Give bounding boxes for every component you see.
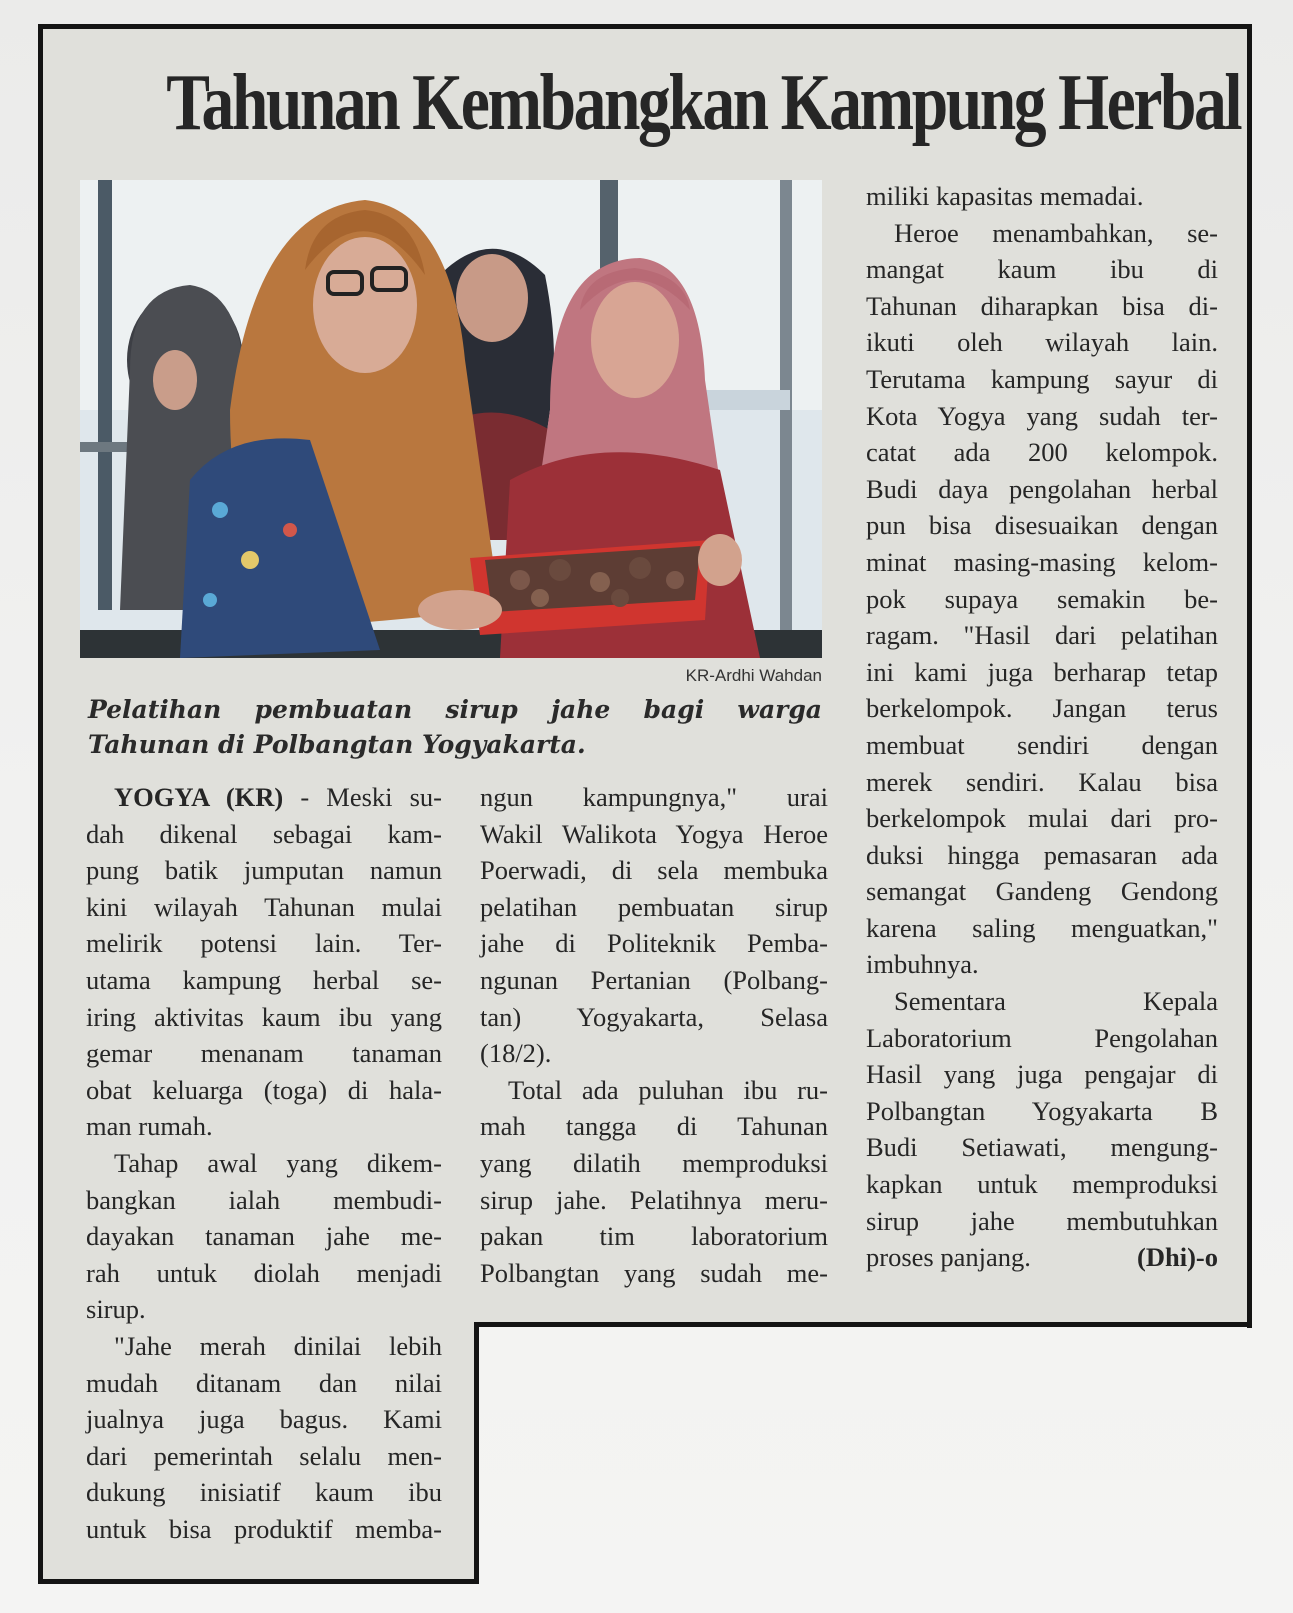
- frame-left: [38, 24, 43, 1584]
- text-line: berkelompok mulai dari pro-: [866, 803, 1218, 834]
- text-line: miliki kapasitas memadai.: [866, 181, 1144, 211]
- text-line: jahe di Politeknik Pemba-: [480, 928, 828, 959]
- text-line: ngunan Pertanian (Polbang-: [480, 964, 828, 995]
- text-line: bangkan ialah membudi-: [86, 1184, 442, 1215]
- text-line: utama kampung herbal se-: [86, 964, 442, 995]
- text-line: tan) Yogyakarta, Selasa: [480, 1001, 828, 1032]
- photo-credit: KR-Ardhi Wahdan: [685, 666, 822, 685]
- frame-right: [1247, 24, 1252, 1328]
- author-signature: (Dhi)-o: [1137, 1242, 1218, 1273]
- text-line: membuat sendiri dengan: [866, 729, 1218, 760]
- text-line: kapkan untuk memproduksi: [866, 1169, 1218, 1200]
- frame-step-horizontal: [474, 1322, 1252, 1327]
- text-line: Budi Setiawati, mengung-: [866, 1132, 1218, 1163]
- article-column-1: [86, 779, 442, 1547]
- text-line: Kota Yogya yang sudah ter-: [866, 400, 1218, 431]
- text-line: mah tangga di Tahunan: [480, 1111, 828, 1142]
- text-line: ngun kampungnya," urai: [480, 782, 828, 812]
- text-line: pok supaya semakin be-: [866, 583, 1218, 614]
- text-line: dari pemerintah selalu men-: [86, 1440, 442, 1471]
- text-line: ikuti oleh wilayah lain.: [866, 327, 1218, 358]
- frame-top: [40, 24, 1252, 29]
- text-line: sirup jahe membutuhkan: [866, 1205, 1218, 1236]
- text-line: Total ada puluhan ibu ru-: [508, 1074, 828, 1105]
- photo-caption: Pelatihan pembuatan sirup jahe bagi warga Tahunan di Polbangtan Yogyakarta.: [88, 695, 822, 759]
- text-line: minat masing-masing kelom-: [866, 546, 1218, 577]
- text-line: karena saling menguatkan,": [866, 912, 1218, 943]
- text-line: Laboratorium Pengolahan: [866, 1022, 1218, 1053]
- text-line: dah dikenal sebagai kam-: [86, 818, 442, 849]
- text-line: catat ada 200 kelompok.: [866, 437, 1218, 468]
- article-photo: [80, 180, 822, 658]
- dateline: YOGYA (KR): [114, 782, 284, 812]
- text-line: mangat kaum ibu di: [866, 254, 1218, 285]
- text-line: YOGYA (KR) - Meski su-: [114, 782, 442, 812]
- text-line: jualnya juga bagus. Kami: [86, 1404, 442, 1435]
- frame-step-vertical: [474, 1322, 479, 1584]
- text-line: duksi hingga pemasaran ada: [866, 839, 1218, 870]
- text-line: Tahunan diharapkan bisa di-: [866, 290, 1218, 321]
- text-line: "Jahe merah dinilai lebih: [114, 1330, 442, 1361]
- text-line: gemar menanam tanaman: [86, 1038, 442, 1069]
- text-line: sirup jahe. Pelatihnya meru-: [480, 1184, 828, 1215]
- text-line: Budi daya pengolahan herbal: [866, 473, 1218, 504]
- text-line: untuk bisa produktif memba-: [86, 1513, 442, 1544]
- text-line: Tahap awal yang dikem-: [114, 1147, 442, 1178]
- text-line: Hasil yang juga pengajar di: [866, 1059, 1218, 1090]
- text-line: Heroe menambahkan, se-: [894, 217, 1218, 248]
- text-line: mudah ditanam dan nilai: [86, 1367, 442, 1398]
- text-line: rah untuk diolah menjadi: [86, 1257, 442, 1288]
- text-line: (18/2).: [480, 1038, 552, 1069]
- frame-bottom: [38, 1579, 479, 1584]
- text-line: man rumah.: [86, 1111, 213, 1142]
- text-line: proses panjang. (Dhi)-o: [866, 1239, 1218, 1276]
- article-column-2: [480, 779, 828, 1291]
- text-line: Terutama kampung sayur di: [866, 363, 1218, 394]
- text-line: melirik potensi lain. Ter-: [86, 928, 442, 959]
- headline: Tahunan Kembangkan Kampung Herbal: [166, 59, 1241, 147]
- article-column-3: [866, 178, 1218, 1276]
- text-line: semangat Gandeng Gendong: [866, 876, 1218, 907]
- text-line: merek sendiri. Kalau bisa: [866, 766, 1218, 797]
- text-line: Polbangtan Yogyakarta B: [866, 1095, 1218, 1126]
- text-line: Polbangtan yang sudah me-: [480, 1257, 828, 1288]
- text-line: sirup.: [86, 1294, 146, 1325]
- text-line: obat keluarga (toga) di hala-: [86, 1074, 442, 1105]
- text-line: imbuhnya.: [866, 949, 979, 980]
- text-line: Sementara Kepala: [894, 986, 1218, 1017]
- text-line: pung batik jumputan namun: [86, 855, 442, 886]
- text-line: pelatihan pembuatan sirup: [480, 891, 828, 922]
- text-line: Poerwadi, di sela membuka: [480, 855, 828, 886]
- text-line: dayakan tanaman jahe me-: [86, 1221, 442, 1252]
- text-line: yang dilatih memproduksi: [480, 1147, 828, 1178]
- text-line: kini wilayah Tahunan mulai: [86, 891, 442, 922]
- text-line: berkelompok. Jangan terus: [866, 693, 1218, 724]
- text-line: pakan tim laboratorium: [480, 1221, 828, 1252]
- text-line: pun bisa disesuaikan dengan: [866, 510, 1218, 541]
- text-line: dukung inisiatif kaum ibu: [86, 1477, 442, 1508]
- text-line: ragam. "Hasil dari pelatihan: [866, 620, 1218, 651]
- text-line: ini kami juga berharap tetap: [866, 656, 1218, 687]
- text-line: iring aktivitas kaum ibu yang: [86, 1001, 442, 1032]
- text-line: Wakil Walikota Yogya Heroe: [480, 818, 828, 849]
